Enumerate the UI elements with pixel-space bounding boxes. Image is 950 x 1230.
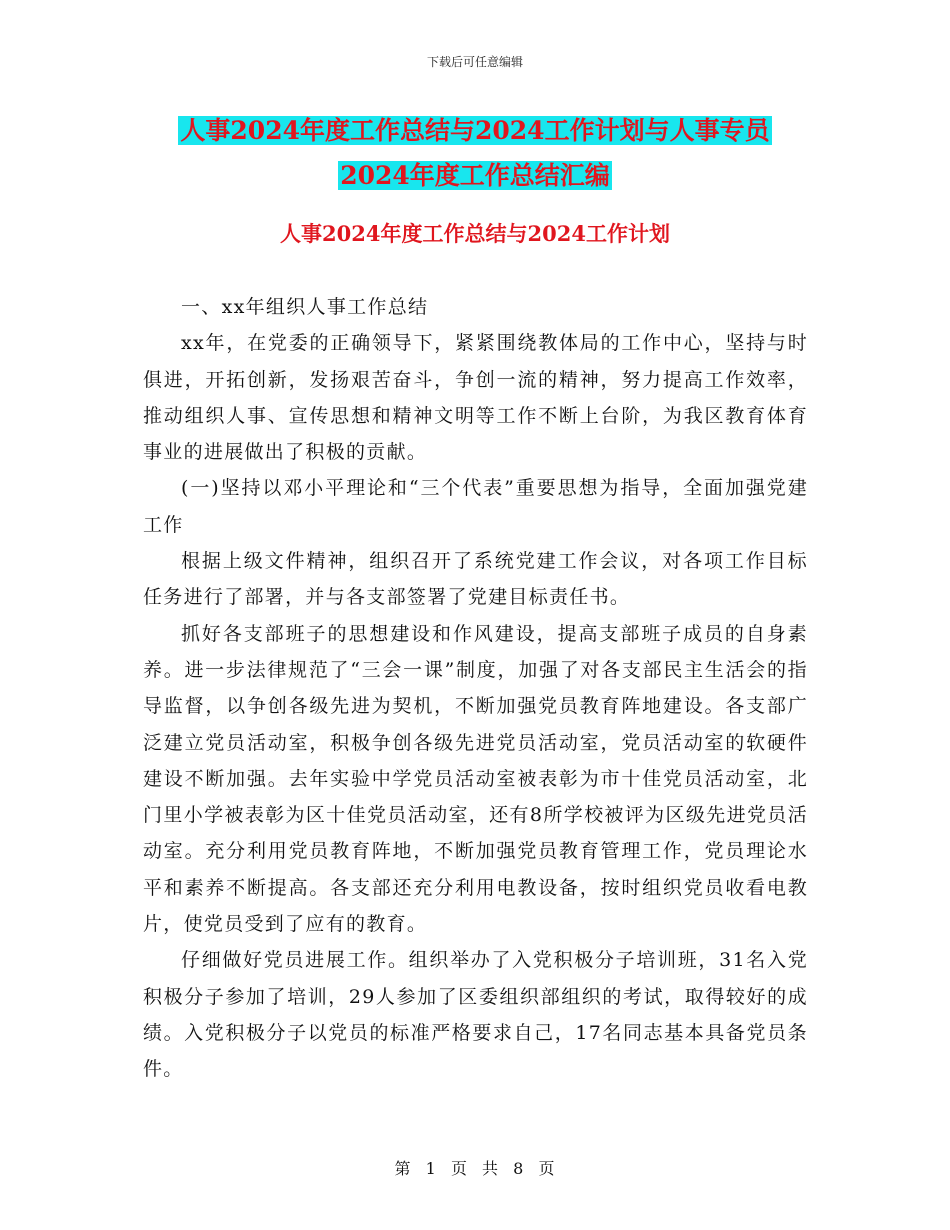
page-footer — [0, 1156, 950, 1179]
paragraph: xx年，在党委的正确领导下，紧紧围绕教体局的工作中心，坚持与时俱进，开拓创新，发扬艰苦奋斗，争创一流的精神，努力提高工作效率，推动组织人事、宣传思想和精神文明等工作不断上台阶，为我区教育体育事业的进展做出了积极的贡献。 — [143, 332, 808, 464]
section-title: 人事2024年度工作总结与2024工作计划 — [280, 221, 670, 246]
footer-page-word: 页 — [450, 1159, 468, 1178]
footer-total-prefix: 共 — [482, 1159, 500, 1178]
document-title-line-2: 2024年度工作总结汇编 — [340, 161, 610, 190]
paragraph-heading: 一、xx年组织人事工作总结 — [181, 296, 429, 318]
footer-total-suffix: 页 — [538, 1159, 556, 1178]
paragraph: 根据上级文件精神，组织召开了系统党建工作会议，对各项工作目标任务进行了部署，并与各支部签署了党建目标责任书。 — [143, 550, 808, 609]
body-text — [143, 289, 808, 1088]
paragraph: 仔细做好党员进展工作。组织举办了入党积极分子培训班，31名入党积极分子参加了培训，29人参加了区委组织部组织的考试，取得较好的成绩。入党积极分子以党员的标准严格要求自己，17名同志基本具备党员条件。 — [143, 949, 808, 1081]
header-note: 下载后可任意编辑 — [426, 55, 523, 69]
paragraph-subheading: (一)坚持以邓小平理论和“三个代表”重要思想为指导，全面加强党建工作 — [143, 477, 808, 536]
paragraph: 抓好各支部班子的思想建设和作风建设，提高支部班子成员的自身素养。进一步法律规范了“三会一课”制度，加强了对各支部民主生活会的指导监督，以争创各级先进为契机，不断加强党员教育阵地建设。各支部广泛建立党员活动室，积极争创各级先进党员活动室，党员活动室的软硬件建设不断加强。去年实验中学党员活动室被表彰为市十佳党员活动室，北门里小学被表彰为区十佳党员活动室，还有8所学校被评为区级先进党员活动室。充分利用党员教育阵地，不断加强党员教育管理工作，党员理论水平和素养不断提高。各支部还充分利用电教设备，按时组织党员收看电教片，使党员受到了应有的教育。 — [143, 622, 808, 936]
footer-total-pages: 8 — [513, 1159, 525, 1178]
footer-page-number: 1 — [425, 1159, 437, 1178]
document-title — [0, 108, 950, 198]
footer-prefix: 第 — [394, 1159, 412, 1178]
document-title-line-1: 人事2024年度工作总结与2024工作计划与人事专员 — [180, 116, 770, 145]
